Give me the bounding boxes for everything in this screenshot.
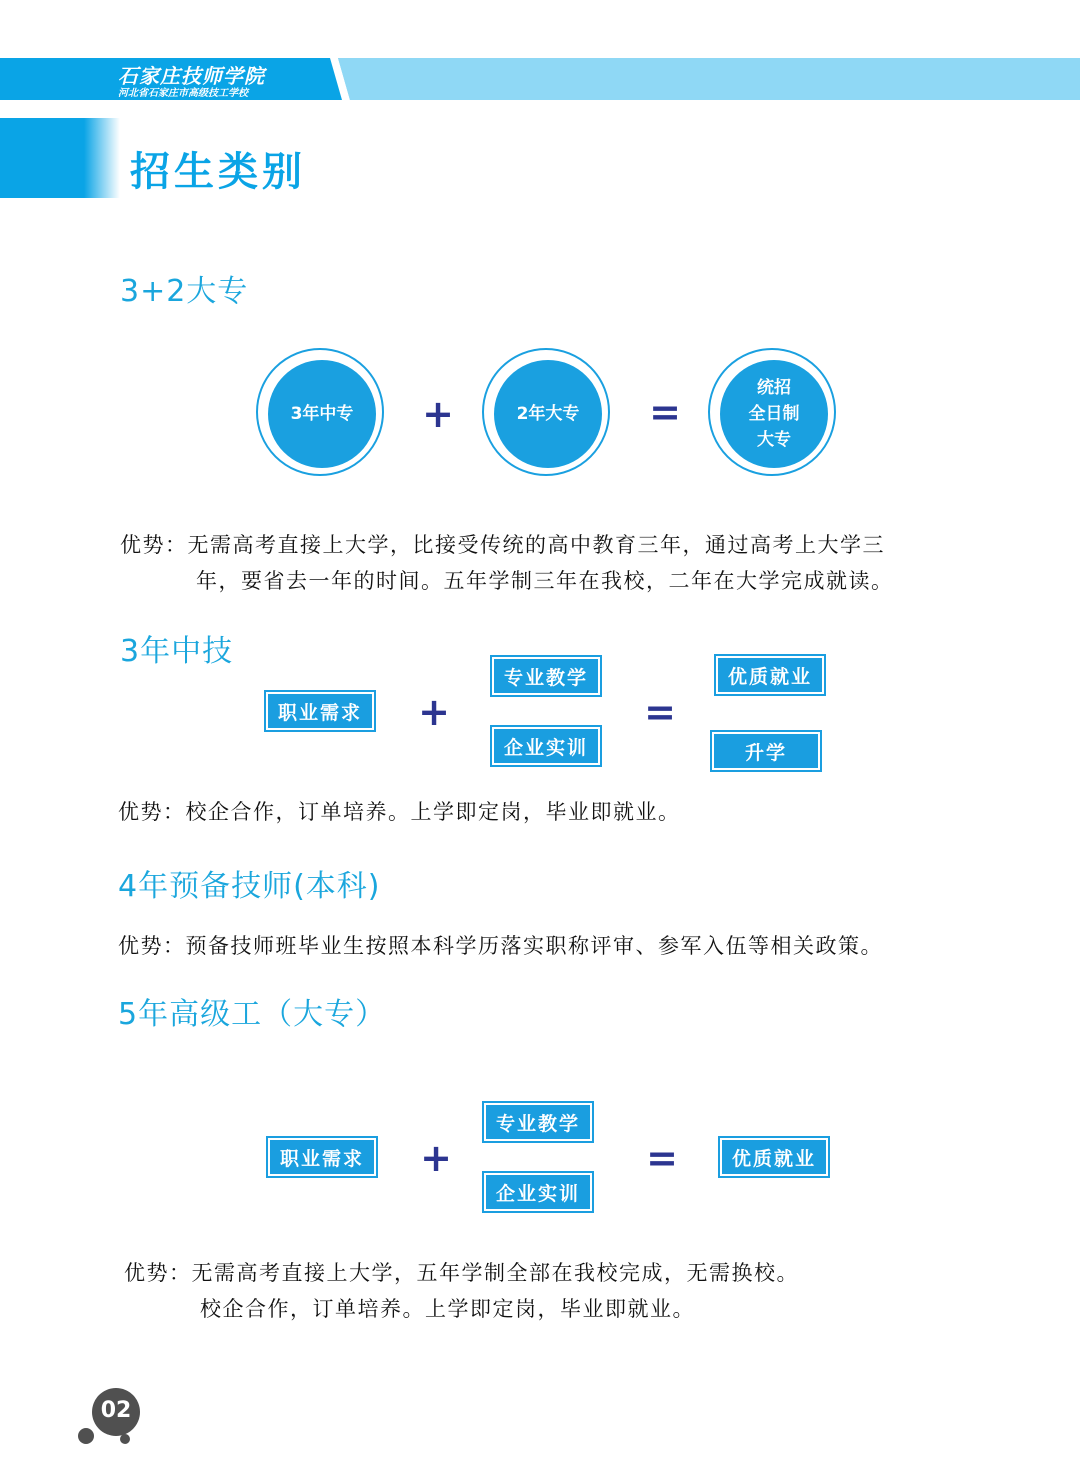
school-subtitle: 河北省石家庄市高级技工学校 (118, 88, 248, 99)
box-career-demand: 职业需求 (264, 690, 376, 732)
advantage-text-5yr-line2: 校企合作，订单培养。上学即定岗，毕业即就业。 (200, 1297, 695, 1321)
circle-label-line1: 统招 (757, 378, 791, 398)
box-enterprise-training: 企业实训 (482, 1171, 594, 1213)
box-enterprise-training: 企业实训 (490, 725, 602, 767)
equals-sign: = (644, 690, 676, 734)
circle-3yr-secondary (256, 348, 384, 476)
equals-sign: = (649, 390, 681, 434)
box-quality-employment: 优质就业 (718, 1136, 830, 1178)
box-career-demand: 职业需求 (266, 1136, 378, 1178)
circle-label-line2: 全日制 (748, 404, 800, 424)
plus-sign: + (420, 1136, 452, 1180)
section-heading-3yr-technical: 3年中技 (120, 634, 234, 669)
circle-label: 3年中专 (290, 404, 354, 424)
box-professional-teaching: 专业教学 (482, 1101, 594, 1143)
advantage-text-3plus2-line2: 年，要省去一年的时间。五年学制三年在我校，二年在大学完成就读。 (196, 569, 894, 593)
page-title: 招生类别 (130, 149, 306, 195)
section-heading-3plus2: 3+2大专 (120, 274, 249, 309)
circle-label: 2年大专 (516, 404, 580, 424)
page-number-dot (120, 1434, 130, 1444)
advantage-text-4yr-technician: 优势：预备技师班毕业生按照本科学历落实职称评审、参军入伍等相关政策。 (118, 934, 883, 958)
school-name: 石家庄技师学院 (118, 64, 265, 88)
box-further-study: 升学 (710, 730, 822, 772)
circle-2yr-college (482, 348, 610, 476)
circle-label-line3: 大专 (757, 430, 791, 450)
plus-sign: + (422, 392, 454, 436)
advantage-text-5yr-line1: 优势：无需高考直接上大学，五年学制全部在我校完成，无需换校。 (124, 1261, 799, 1285)
section-heading-4yr-technician: 4年预备技师(本科) (118, 869, 381, 904)
plus-sign: + (418, 690, 450, 734)
advantage-text-3plus2-line1: 优势：无需高考直接上大学，比接受传统的高中教育三年，通过高考上大学三 (120, 533, 885, 557)
title-accent-block (0, 118, 120, 198)
page-number: 02 (100, 1398, 132, 1423)
box-professional-teaching: 专业教学 (490, 655, 602, 697)
section-heading-5yr-senior: 5年高级工（大专） (118, 997, 387, 1032)
page-number-dot (78, 1428, 94, 1444)
advantage-text-3yr-technical: 优势：校企合作，订单培养。上学即定岗，毕业即就业。 (118, 800, 681, 824)
box-quality-employment: 优质就业 (714, 654, 826, 696)
equals-sign: = (646, 1136, 678, 1180)
circle-fulltime-college (708, 348, 836, 476)
